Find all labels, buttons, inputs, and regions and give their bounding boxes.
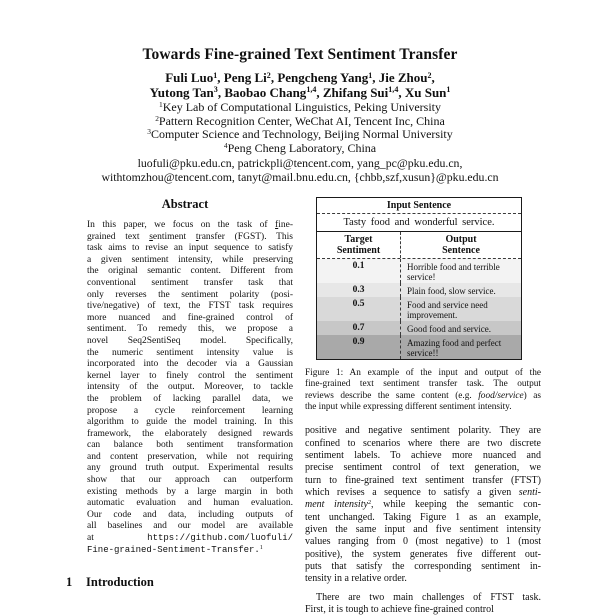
text-line: tensity in a relative order. <box>305 573 407 585</box>
text-line: automatic evaluation and human evaluation. <box>87 498 293 509</box>
abstract-heading: Abstract <box>161 197 209 211</box>
text-line: $^3$Computer Science and Technology, Beijing Normal University <box>147 127 453 142</box>
text-line: Target <box>344 234 373 245</box>
input-sentence: Tasty food and wonderful service. <box>317 214 521 232</box>
intro-paragraph-continuation <box>305 425 541 585</box>
text-line: $^2$Pattern Recognition Center, WeChat AI, Tencent Inc, China <box>155 113 445 128</box>
output-sentence-header <box>401 232 521 258</box>
text-line: any ground truth output. Experimental results <box>87 463 293 474</box>
text-line: puts that satisfy the corresponding sentiment in- <box>305 560 541 572</box>
text-line: all baselines and our model are available <box>87 521 293 532</box>
abstract-body <box>87 220 293 556</box>
text-line: precise sentiment control of text generation, we <box>305 462 541 474</box>
emails-block <box>0 156 600 184</box>
target-sentiment-value: 0.9 <box>317 335 401 359</box>
paper-title: Towards Fine-grained Text Sentiment Transfer <box>142 46 458 63</box>
output-sentence-value: Good food and service. <box>407 323 491 334</box>
figure-row <box>317 283 521 297</box>
text-line: $^1$Key Lab of Computational Linguistics, Peking University <box>158 100 441 114</box>
text-line: confined to scenarios where there are two discrete <box>305 437 541 449</box>
author-line-1: Fuli Luo$^1$, Peng Li$^2$, Pengcheng Yang$^1$, Jie Zhou$^2$, <box>165 70 435 85</box>
text-line: given the same input and five sentiment intensity <box>305 523 541 535</box>
authors-block <box>0 71 600 100</box>
text-line: First, it is tough to achieve fine-grained control <box>305 604 494 615</box>
text-line: sentiment. To remedy this, we propose a <box>87 324 293 335</box>
figure1-column-headers <box>317 232 521 259</box>
text-line: $^4$Peng Cheng Laboratory, China <box>223 140 377 155</box>
section-title: Introduction <box>86 575 154 590</box>
figure-row <box>317 335 521 359</box>
text-line: In this paper, we focus on the task of fine- <box>87 220 293 230</box>
text-line: which revises a sequence to satisfy a given senti- <box>305 486 541 498</box>
text-line: Sentiment <box>336 245 381 256</box>
text-line: kernel layer to finely control the sentiment <box>87 370 293 381</box>
text-line: algorithm to guide the model training. In this <box>87 417 293 428</box>
author-line-2: Yutong Tan$^3$, Baobao Chang$^{1,4}$, Zhifang Sui$^{1,4}$, Xu Sun$^1$ <box>149 84 451 100</box>
left-column <box>66 197 304 590</box>
text-line: reviews describe the same content (e.g. food/service) as <box>305 390 541 401</box>
text-line: only reverses the sentiment polarity (posi- <box>87 289 293 300</box>
affiliations-block <box>0 101 600 155</box>
figure1-table <box>316 197 522 360</box>
text-line: luofuli@pku.edu.cn, patrickpli@tencent.com, yang_pc@pku.edu.cn, <box>137 156 463 170</box>
text-line: a given sentiment intensity, while preserving <box>87 254 293 265</box>
text-line: the input while expressing different sentiment intensity. <box>305 401 512 412</box>
text-line: tive/negative) of text, the FTST task requires <box>87 301 293 312</box>
output-sentence-value: Plain food, slow service. <box>407 285 496 296</box>
section-number: 1 <box>66 575 73 590</box>
text-line: There are two main challenges of FTST task. <box>316 591 541 603</box>
output-sentence-value: Amazing food and perfect service!! <box>407 337 502 358</box>
text-line: can balance both sentiment transformation <box>87 440 293 451</box>
text-line: more nuanced and fine-grained control of <box>87 312 293 323</box>
text-line: positive and negative sentiment polarity. They are <box>305 425 541 437</box>
text-line: the numeric sentiment intensity value is <box>87 347 293 358</box>
output-sentence-value: Horrible food and terrible service! <box>407 261 500 282</box>
text-line: values ranging from 0 (most negative) to 1 (most <box>305 536 541 548</box>
figure1-caption <box>305 368 541 413</box>
text-line: the original semantic content. Different from <box>87 266 293 277</box>
input-sentence-header: Input Sentence <box>317 198 521 214</box>
text-line: Figure 1: An example of the input and output of the <box>305 368 541 378</box>
text-line: propose a cycle reinforcement learning <box>87 405 293 416</box>
text-line: fine-grained text sentiment transfer task. The output <box>305 379 541 390</box>
target-sentiment-value: 0.3 <box>317 283 401 297</box>
target-sentiment-value: 0.5 <box>317 297 401 321</box>
text-line: Sentence <box>442 245 480 256</box>
text-line: turn to fine-grained text sentiment transfer (FTST) <box>305 474 541 486</box>
figure-row <box>317 321 521 335</box>
text-line: tent unchanged. Taking Figure 1 as an example, <box>305 511 541 523</box>
text-line: intensity of the output. Moreover, to tackle <box>87 382 293 393</box>
target-sentiment-value: 0.7 <box>317 321 401 335</box>
text-line: existing methods by a large margin in both <box>87 486 293 497</box>
text-line: show that our approach can outperform <box>87 475 293 486</box>
text-line: positive), the system generates five different out- <box>305 548 541 560</box>
text-line: conventional sentiment transfer task that <box>87 277 293 288</box>
figure1-rows <box>317 259 521 359</box>
figure-row <box>317 297 521 321</box>
figure-row <box>317 259 521 283</box>
text-line: at https://github.com/luofuli/ <box>87 533 293 544</box>
text-line: grained text sentiment transfer (FGST). This <box>87 231 294 242</box>
target-sentiment-header <box>317 232 401 258</box>
text-line: task aims to revise an input sequence to satisfy <box>87 243 293 254</box>
text-line: ment intensity$^2$, while keeping the semantic con- <box>305 499 541 511</box>
text-line: the problem of lacking parallel data, we <box>87 393 293 404</box>
intro-paragraph-2 <box>305 592 541 616</box>
text-line: framework, the elaborately designed rewards <box>87 428 293 439</box>
text-line: incorporated into the decoder via a Gaussian <box>87 359 293 370</box>
target-sentiment-value: 0.1 <box>317 259 401 283</box>
text-line: Output <box>445 234 477 245</box>
text-line: Fine-grained-Sentiment-Transfer.$^1$ <box>87 544 263 555</box>
output-sentence-value: Food and service need improvement. <box>407 299 488 320</box>
github-url-link[interactable]: https://github.com/luofuli/ <box>147 533 293 544</box>
text-line: and content preservation, while not requiring <box>87 451 293 462</box>
text-line: sentiment labels. To achieve more nuanced and <box>305 449 541 461</box>
text-line: Our code and data, including outputs of <box>87 509 293 520</box>
section-heading-introduction <box>66 575 304 590</box>
right-column <box>305 197 541 616</box>
text-line: novel Seq2SentiSeq model. Specifically, <box>87 335 293 346</box>
text-line: withtomzhou@tencent.com, tanyt@mail.bnu.edu.cn, {chbb,szf,xusun}@pku.edu.cn <box>101 170 499 184</box>
